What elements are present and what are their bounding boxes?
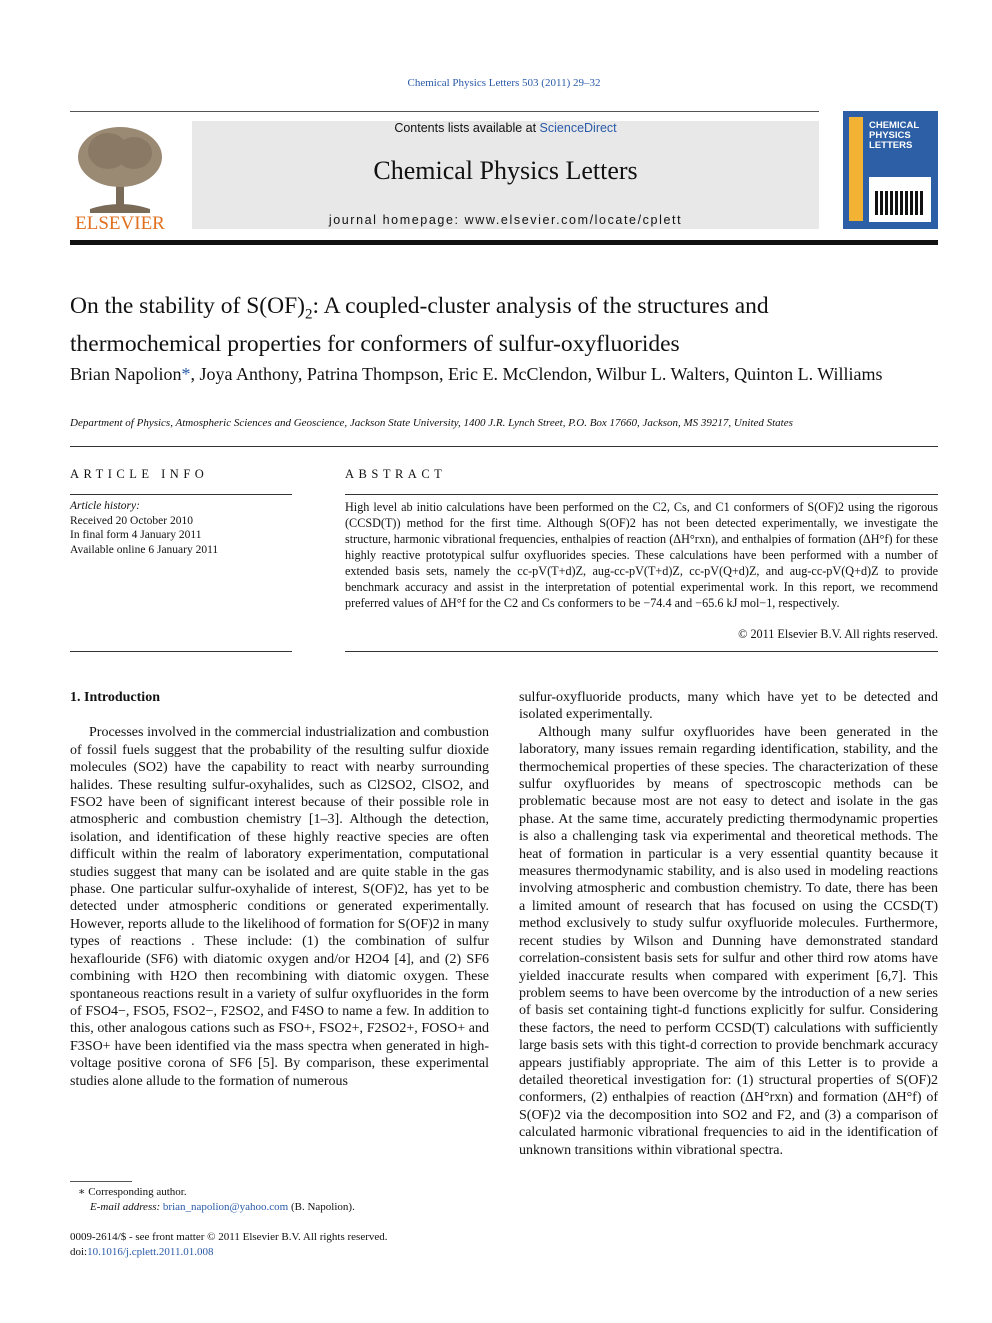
online-date: Available online 6 January 2011 <box>70 543 219 556</box>
spectrum-icon <box>869 177 931 222</box>
cover-stripe <box>849 117 863 221</box>
issn-line: 0009-2614/$ - see front matter © 2011 Elsevier B.V. All rights reserved. <box>70 1231 388 1243</box>
footnote <box>78 1185 498 1215</box>
elsevier-tree-icon <box>70 121 172 231</box>
header-rule <box>70 240 938 245</box>
cover-title: CHEMICAL PHYSICS LETTERS <box>869 120 919 151</box>
history-label: Article history: <box>70 500 140 512</box>
corresponding-mark[interactable]: * <box>181 364 191 384</box>
intro-paragraph-1-cont: sulfur-oxyfluoride products, many which have yet to be detected and isolated experimentally. <box>519 690 938 723</box>
info-rule-bottom <box>70 651 292 652</box>
intro-paragraph-1: Processes involved in the commercial industrialization and combustion of fossil fuels suggest that the probability of the resulting sulfur dioxide molecules (SO2) have the capability to react with nearby surrounding halides. These resulting sulfur-oxyhalides, such as Cl2SO2, ClSO2, and FSO2 have been of significant interest because of their possible role in atmospheric and combustion chemistry [1–3]. Although the detection, isolation, and identification of these highly reactive species are often difficult within the realm of laboratory experimentation, computational studies suggest that many can be isolated and are quite stable in the gas phase. One particular sulfur-oxyhalide of interest, S(OF)2, has yet to be detected under atmospheric conditions or generated experimentally. However, reports allude to the likelihood of formation for S(OF)2 in many types of reactions . These include: (1) the combination of sulfur hexaflouride (SF6) with diatomic oxygen and/or H2O4 [4], and (2) SF6 combining with H2O then recombining with diatomic oxygen. These spontaneous reactions result in a variety of sulfur oxyfluorides in the form of FSO4−, FSO5, FSO2−, F2SO2, and F4SO to name a few. In addition to this, other analogous cations such as FSO+, FSO2+, F2SO2+, FOSO+ and F3SO+ have been identified via the mass spectra when generated in high-voltage positive corona of SF6 [5]. By comparison, these experimental studies alone allude to the formation of numerous <box>70 725 489 1089</box>
email-link[interactable]: brian_napolion@yahoo.com <box>162 1201 289 1213</box>
final-form-date: In final form 4 January 2011 <box>70 529 202 541</box>
abstract-copyright: © 2011 Elsevier B.V. All rights reserved. <box>738 627 938 641</box>
intro-paragraph-2: Although many sulfur oxyfluorides have been generated in the laboratory, many issues remain regarding identification, stability, and the thermochemical properties of these species. The characterization of these sulfur oxyfluorides by means of spectroscopic methods can be problematic because most are not easy to detect and isolate in the gas phase. At the same time, accurately predicting thermodynamic properties is also a challenging task via experimental and theoretical methods. The heat of formation in particular is a very essential quantity because it measures thermodynamic stability, and is also used in modeling reactions involving atmospheric and combustion chemistry. To date, there has been a limited amount of research that has focused on using the CCSD(T) method exclusively to study sulfur oxyfluoride molecules. Furthermore, recent studies by Wilson and Dunning have demonstrated standard correlation-consistent basis sets for sulfur and other third row atoms have yielded inaccurate results when compared with experiment [6,7]. This problem seems to have been overcome by the introduction of a new series of basis set containing tight-d functions explicitly for sulfur. Considering these factors, the need to perform CCSD(T) calculations with sufficiently large basis sets with this tight-d correction to provide benchmark accuracy appears justifiably appropriate. The aim of this Letter is to provide a detailed theoretical investigation for: (1) structural properties of S(OF)2 conformers, (2) enthalpies of reaction (ΔH°rxn) and formation (ΔH°f) of S(OF)2 via the decomposition into SO2 and F2, and (3) a comparison of calculated harmonic vibrational frequencies to aid in the identification of unknown transitions within vibrational spectra. <box>519 724 938 1158</box>
header-divider <box>70 111 819 112</box>
doi-link[interactable]: 10.1016/j.cplett.2011.01.008 <box>87 1246 214 1258</box>
contents-prefix: Contents lists available at <box>394 121 540 135</box>
sciencedirect-link[interactable]: ScienceDirect <box>539 121 617 135</box>
received-date: Received 20 October 2010 <box>70 514 193 527</box>
section-heading: 1. Introduction <box>70 690 160 705</box>
title-part-a: On the stability of S(OF) <box>70 293 305 319</box>
corresponding-author-note: ∗ Corresponding author. <box>78 1186 187 1198</box>
author-list <box>70 363 930 385</box>
affiliation: Department of Physics, Atmospheric Sciences and Geoscience, Jackson State University, 1400 J.R. Lynch Street, P.O. Box 17660, Jackson, MS 39217, United States <box>70 417 793 429</box>
front-matter <box>70 1230 570 1260</box>
doi-line <box>70 1245 570 1260</box>
title-part-b: : A coupled-cluster analysis of the structures and thermochemical properties for conformers of sulfur-oxyfluorides <box>70 293 769 357</box>
body-right-column <box>519 689 938 1159</box>
elsevier-logo <box>70 121 172 231</box>
doi-label: doi: <box>70 1246 88 1258</box>
title-subscript: 2 <box>305 306 313 323</box>
first-author: Brian Napolion <box>70 364 182 384</box>
other-authors: , Joya Anthony, Patrina Thompson, Eric E. McClendon, Wilbur L. Walters, Quinton L. Williams <box>190 364 883 384</box>
affiliation-rule <box>70 446 938 447</box>
abstract-text: High level ab initio calculations have been performed on the C2, Cs, and C1 conformers of S(OF)2 using the rigorous (CCSD(T)) method for the first time. Although S(OF)2 has not been detected experimentally, we investigate the structure, harmonic vibrational frequencies, enthalpies of reaction (ΔH°rxn), and enthalpies of formation (ΔH°f) for these highly reactive prototypical sulfur oxyfluorides species. These calculations have been performed with a number of extended basis sets, namely the cc-pV(T+d)Z, aug-cc-pV(T+d)Z, cc-pV(Q+d)Z, and aug-cc-pV(Q+d)Z to provide benchmark accuracy and assist in the interpretation of potential experimental work. In this report, we recommend preferred values of ΔH°f for the C2 and Cs conformers to be −74.4 and −65.6 kJ mol−1, respectively. <box>345 500 938 610</box>
info-rule-top <box>70 494 292 495</box>
journal-citation[interactable]: Chemical Physics Letters 503 (2011) 29–32 <box>407 77 601 89</box>
abstract-heading: ABSTRACT <box>345 467 447 481</box>
email-suffix: (B. Napolion). <box>288 1201 355 1213</box>
contents-line <box>192 121 819 135</box>
cover-graphic <box>869 177 931 222</box>
footnote-rule <box>70 1181 132 1182</box>
journal-homepage[interactable]: journal homepage: www.elsevier.com/locate/cplett <box>328 213 683 227</box>
journal-name: Chemical Physics Letters <box>373 156 638 185</box>
body-left-column <box>70 689 489 1090</box>
publisher-wordmark: ELSEVIER <box>75 213 165 231</box>
article-info-heading: ARTICLE INFO <box>70 467 209 481</box>
abstract-rule-bottom <box>345 651 938 652</box>
article-title <box>70 292 870 359</box>
email-label: E-mail address: <box>90 1201 163 1213</box>
article-history <box>70 499 292 557</box>
email-line <box>78 1200 498 1215</box>
abstract-rule-top <box>345 494 938 495</box>
journal-cover <box>843 111 938 229</box>
